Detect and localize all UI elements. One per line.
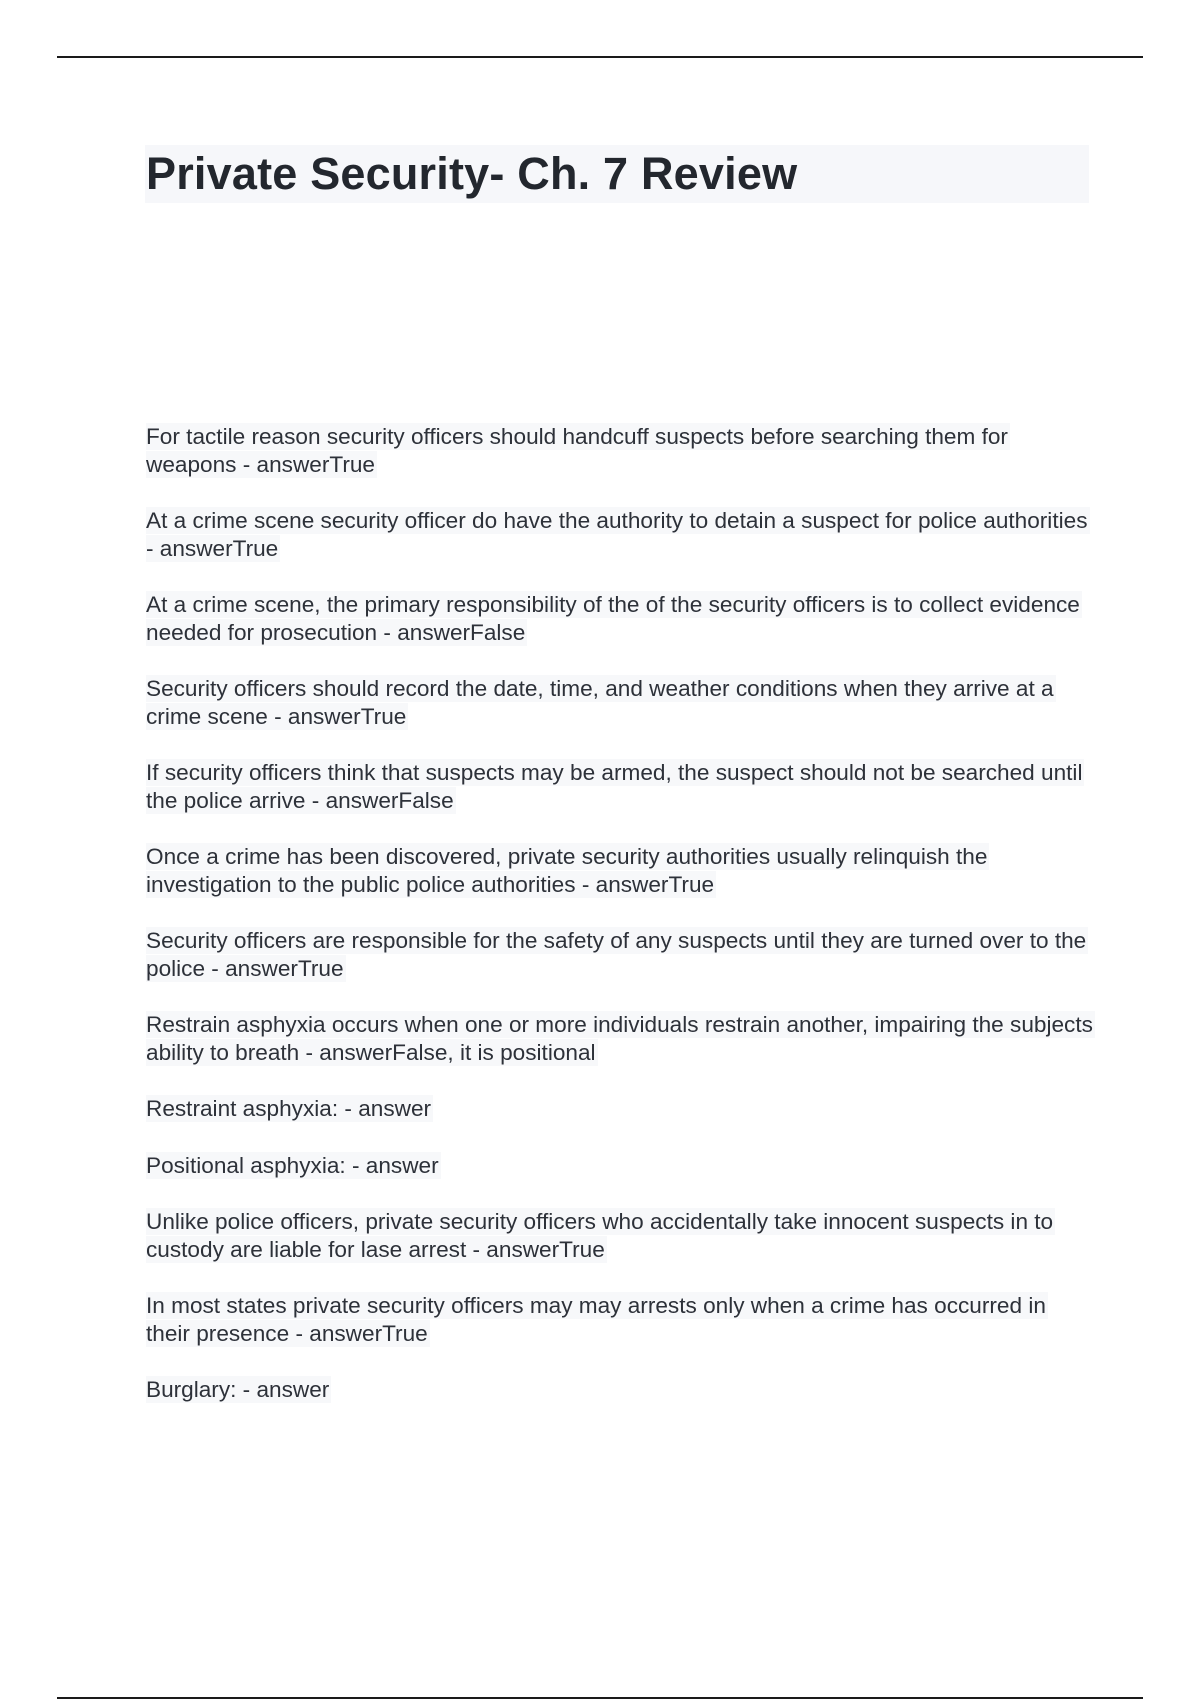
qa-text: Burglary: - answer bbox=[146, 1377, 330, 1402]
qa-item-7 bbox=[146, 927, 1096, 982]
page-title: Private Security- Ch. 7 Review bbox=[146, 148, 798, 199]
qa-text: Restraint asphyxia: - answer bbox=[146, 1096, 432, 1121]
qa-item-12 bbox=[146, 1292, 1096, 1347]
qa-item-5 bbox=[146, 759, 1096, 814]
qa-item-8 bbox=[146, 1011, 1096, 1066]
qa-text: Positional asphyxia: - answer bbox=[146, 1152, 439, 1178]
qa-item-10 bbox=[146, 1152, 1096, 1180]
qa-item-6 bbox=[146, 843, 1096, 898]
qa-text: At a crime scene, the primary responsibility of the of the security officers is to collect evidence needed for prosecution - answerFalse bbox=[146, 592, 1080, 645]
qa-item-11 bbox=[146, 1208, 1096, 1263]
qa-text: Security officers are responsible for the safety of any suspects until they are turned over to the police - answerTrue bbox=[146, 928, 1087, 981]
qa-text: If security officers think that suspects may be armed, the suspect should not be searched until the police arrive - answerFalse bbox=[146, 760, 1083, 813]
qa-text: For tactile reason security officers should handcuff suspects before searching them for weapons - answerTrue bbox=[146, 424, 1008, 477]
qa-text: Security officers should record the date, time, and weather conditions when they arrive at a crime scene - answerTrue bbox=[146, 676, 1054, 729]
bottom-divider bbox=[57, 1697, 1143, 1699]
qa-item-3 bbox=[146, 591, 1096, 646]
qa-text: Unlike police officers, private security officers who accidentally take innocent suspects in to custody are liable for lase arrest - answerTrue bbox=[146, 1209, 1054, 1262]
qa-item-1 bbox=[146, 423, 1096, 478]
qa-item-13 bbox=[146, 1376, 1096, 1404]
qa-item-2 bbox=[146, 507, 1096, 562]
qa-list bbox=[146, 423, 1096, 1433]
qa-item-9 bbox=[146, 1095, 1096, 1123]
qa-text: In most states private security officers may may arrests only when a crime has occurred in their presence - answerTrue bbox=[146, 1293, 1046, 1346]
top-divider bbox=[57, 56, 1143, 58]
qa-text: Restrain asphyxia occurs when one or more individuals restrain another, impairing the subjects ability to breath - answerFalse, it is positional bbox=[146, 1012, 1093, 1065]
qa-text: Once a crime has been discovered, private security authorities usually relinquish the investigation to the public police authorities - answerTrue bbox=[146, 844, 988, 897]
qa-item-4 bbox=[146, 675, 1096, 730]
qa-text: At a crime scene security officer do have the authority to detain a suspect for police authorities - answerTrue bbox=[146, 508, 1088, 561]
